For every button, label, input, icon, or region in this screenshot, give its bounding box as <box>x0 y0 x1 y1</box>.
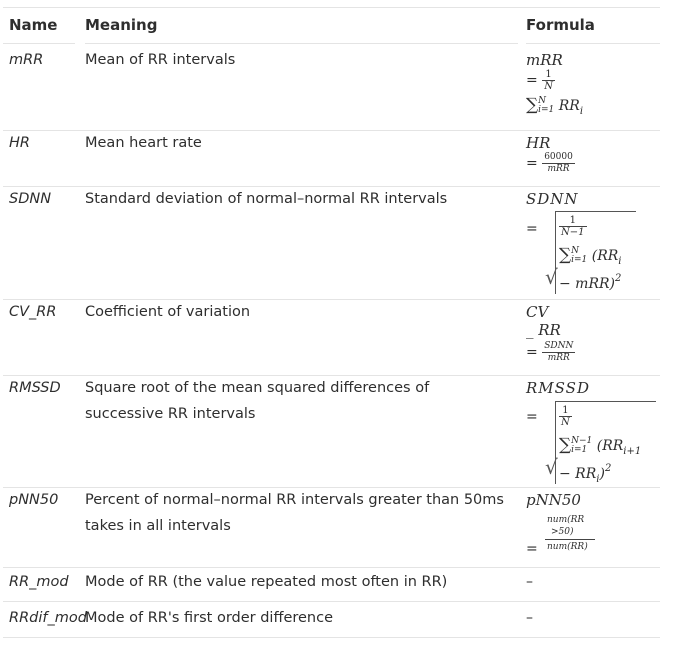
header-meaning: Meaning <box>85 16 158 34</box>
formula-rr-mod: – <box>526 574 533 590</box>
row-name-mrr: mRR <box>9 52 44 68</box>
header-rule-formula <box>526 43 660 44</box>
row-meaning-cv-rr: Coefficient of variation <box>85 304 251 320</box>
formula-rrdif-mod: – <box>526 610 533 626</box>
row-rule <box>3 601 660 602</box>
row-name-sdnn: SDNN <box>9 191 52 207</box>
row-name-rmssd: RMSSD <box>9 380 61 396</box>
row-meaning-mrr: Mean of RR intervals <box>85 52 236 68</box>
header-name: Name <box>9 16 58 34</box>
row-meaning-hr: Mean heart rate <box>85 135 202 151</box>
row-meaning-rr-mod: Mode of RR (the value repeated most often in RR) <box>85 574 448 590</box>
row-name-pnn50: pNN50 <box>9 492 59 508</box>
row-name-hr: HR <box>9 135 30 151</box>
row-rule <box>3 567 660 568</box>
table-top-rule <box>3 7 660 8</box>
header-rule-meaning <box>85 43 518 44</box>
header-rule-name <box>3 43 75 44</box>
row-meaning-sdnn: Standard deviation of normal–normal RR intervals <box>85 191 448 207</box>
row-name-rrdif-mod: RRdif_mod <box>9 610 87 626</box>
row-name-cv-rr: CV_RR <box>9 304 57 320</box>
row-name-rr-mod: RR_mod <box>9 574 69 590</box>
row-meaning-rmssd: Square root of the mean squared differences of successive RR intervals <box>85 380 430 422</box>
row-meaning-pnn50: Percent of normal–normal RR intervals greater than 50ms takes in all intervals <box>85 492 504 534</box>
row-meaning-rrdif-mod: Mode of RR's first order difference <box>85 610 334 626</box>
table-bottom-rule <box>3 637 660 638</box>
header-formula: Formula <box>526 16 595 34</box>
